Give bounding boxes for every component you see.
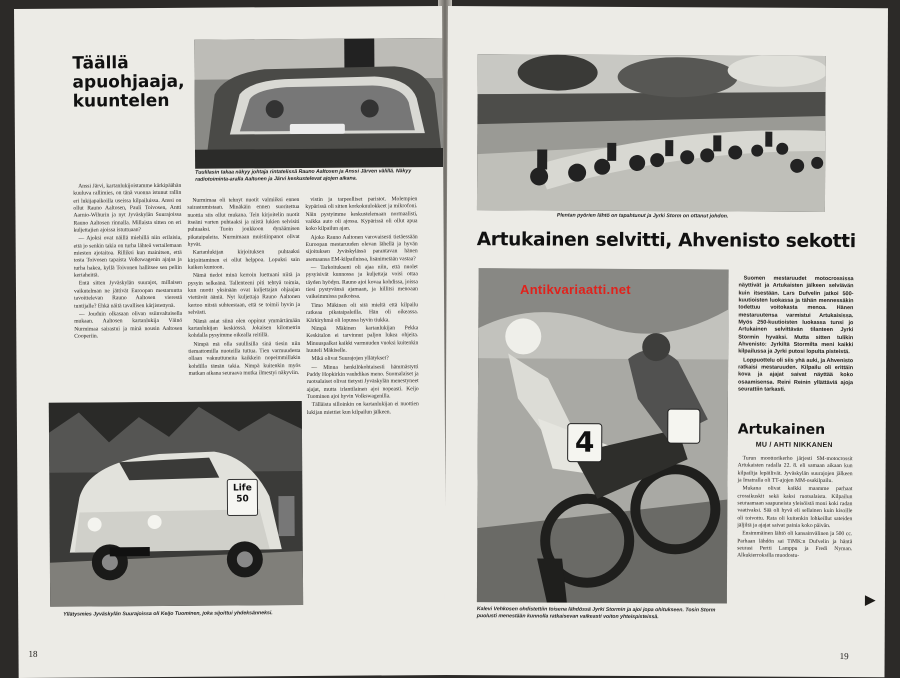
paragraph: Mukana olivat kaikki maamme parhaat crossikuskit sekä kaksi ruotsalaista. Kilpailun seuraamaan saapuneista yleisöistä moni koki radan vaativaksi. Sää oli hyvä eli sellainen kuin kisoille oli toivottu. Rata oli kuitenkin lohkeillut sateiden jäljiltä ja ajajat saivat painia koko päivän.: [737, 485, 853, 530]
continue-arrow-icon: ▶: [864, 591, 876, 608]
byline: MU / AHTI NIKKANEN: [755, 441, 833, 450]
right-page-number: 19: [839, 651, 849, 662]
paragraph: Mikä olivat Suurajojen yllätykset?: [311, 355, 389, 363]
paragraph: Nämä tiedot minä kerroin luettuani niitä ja pysyin selkeänä. Tallenteeni piti tehtyä toimia, kun nuotit yksinään ovat kuljettajan ohjaajan viettävät ääniä. Nyt kuljettaja Rauno Aaltonen kertoo niistä suhteestaan, että se toimii hyvin ja selvästi.: [187, 272, 301, 316]
paragraph: Nimpä Mäkinen kartanlukijan Pekka Keskitalon ei tarvinnut paljon lukea ohjeita. Minuuspalkat kaikki varmuuden vuoksi kuitenkin huuteli Mäkiselle.: [306, 325, 419, 354]
motocross-riders-photo: [477, 268, 729, 603]
number-plate: 4: [574, 425, 595, 459]
left-page-number: 18: [28, 648, 38, 659]
paragraph: — Jouduin olkasaan olivan ssiinvaltaisella mukaan. Aaltosen kartanlukija Väinö Nurmimaa sairastui ja minä nousin Aaltosen Cooperiin.: [74, 310, 183, 340]
left-headline: Täällä apuohjaaja, kuuntelen: [72, 53, 185, 112]
paragraph: vistin ja tarpeelliset paristot. Molempien kypärissä oli sitten korkokuulokkeet ja mikrofoni. Näin pystyimme keskustelemaan normaalisti, vaikka auto oli ajossa. Kypärissä oli ollut apua koko kilpailun ajan.: [305, 196, 418, 233]
left-text-column-1: [73, 183, 182, 396]
paragraph: Turun moottorikerho järjesti SM-motocrossit Artukaisten radalla 22. 8. eli samaan aikaan kun kilpailija lepäilivät. Jyväskylän suurajojen jälkeen ja Imatralla oli TT-ajojen MM-osakilpailu.: [737, 455, 853, 485]
left-page: [14, 6, 447, 678]
right-intro-column: [738, 276, 854, 431]
rally-car-photo-caption: Yllätysmies Jyväskylän Suurajoissa oli Keijo Tuominen, joka sijoittui yhdeksänneksi.: [63, 610, 273, 618]
right-text-column: [737, 456, 853, 645]
right-headline: Artukainen selvitti, Ahvenisto sekotti: [476, 229, 856, 253]
paragraph: Entä sitten Jyväskylän suurajot, millaisen vaikutelman ne jättivät Euroopan mestaruutta tavoittelevan Rauno Aaltosen vierestä tuntijalle? Ehkä näitä tavallisen kärjistettynä.: [73, 280, 183, 310]
paragraph: — Ajoksi ovat näillä miehillä niin erilaisia, että jo senkin takia on turha lähteä vertailemaan miesten ajotaitoa. Rilliksi kun mainitsen, että tosta Toivosen tapaista Volkswagenin ajajaa ja turha hakea, kyllä Toivonen hallitsee sen peliin kertaheittä.: [73, 235, 182, 279]
car-door-number: Life 50: [232, 483, 252, 505]
rally-car-photo: [49, 401, 303, 607]
paragraph: Nimpä mä olla suullisilla sinä tiesin niin tiemattomilla nuoteilla tuttua. Tien varmuudesta ollaan vakuuttuneita kaikkein nopeimmillakin kohdilla tämän takia. Nimpä kuitenkin myös matkan aikana seuraava mutka ilmestyi näkyviin.: [188, 340, 301, 377]
right-page: [444, 6, 887, 677]
watermark: Antikvariaatti.net: [520, 282, 631, 297]
left-text-column-3: [305, 196, 420, 621]
paragraph: Suomen mestaruudet motocrossissa näyttivät ja Artukaisten jälkeen selviävän kuin itsestään. Lars Dufvelin jatkoi 500-kuutioisten luokassa ja tähän mennessäkin todettuu voitokasta menoa. Hänen mestaruutensa varmistui Artukaisissa. Myös 250-kuutioisten luokassa tunsi jo Artukainen selvittävän tilanteen Jyrki Stormin hyväksi. Mutta sitten tulikin Ahvenisto: Jyrkiltä Stormilta meni kaikki kilpailussa ja Jyrki putosi lopulta pisteistä.: [738, 275, 854, 356]
left-text-column-2: [187, 197, 300, 393]
top-car-photo: [194, 38, 443, 169]
paragraph: Kartanlukijan kirjoituksen puhtaaksi kirjoittaminen ei ollut helppoa. Lopuksi sain kaiken kuntoon.: [187, 249, 300, 271]
paragraph: Ensimmäinen lähtö oli kansainvälinen ja 500 cc. Parhaan lähdön sai TiMK:n Dufvelin ja häntä seurasi Pertti Lamppu ja Fredi Nyman. Alkukierroksilla muodostu-: [737, 530, 853, 560]
paragraph: Loppuottelu oli siis yhä auki, ja Ahvenisto ratkaisi mestaruuden. Kilpailu oli erittäin kova ja ajajat saivat näyttää koko osaamisensa. Reini Reinin yllättäviä ajoja seurattiin tarkasti.: [737, 357, 854, 393]
paragraph: Timo Mäkinen oli sitä mieltä että kilpailu ratkeaa pikataipaleilla. Hän oli oikeassa. Kärkiryhmä oli lopussa hyvin tiukka.: [306, 301, 419, 324]
paragraph: Nurmimaa oli tehnyt nuotit valmiiksi ennen sairastumistaan. Minäkäin ennen suoritettua nuottia siis ollut mukana. Tein kirjoitelin nuotit itseäni varten puhtaaksi ja niistä lukien selvisiti puhtaaksi. Tuoin joukkoon dynäämisen pikataipaleita. Nurmimaan muistiinpanot olivat hyvät.: [187, 197, 300, 248]
paragraph: Anssi Järvi, kartanlukijoistamme kärkipäähän kuuluva rallimies, on tänä vuonna istunut rallin eri lukijapaikoilla useissa kilpailuissa. Anssi on ollut Rauno Aaltosen, Pauli Toivosen, Antti Aarnio-Wihurin ja nyt Jyväskylän Suurajoissa Rauno Aaltosen rinnalla. Millaista sitten on eri kuljettajien ajoissa istuttuaan?: [73, 182, 182, 234]
paragraph: — Minua henkilökohtaisesti hämmästytti Paddy Hopkirkin vauhdikas meno. Suomalaiset ja ruotsalaiset olivat tietysti Jyväskylän menestyneet ajajat, mutta irlantilainen ajoi nopeasti. Keijo Tuominen ajoi hyvin Volkswagenilla.: [306, 363, 419, 400]
paragraph: Nämä asiat siinä olen oppinut ymmärtämään kartanlukijan keskiössä. Jokaisen kilometrin kohdalla pysyimme oikealla reitillä.: [188, 317, 301, 339]
motocross-start-photo-caption: Plentan pyörien lähtö on tapahtunut ja Jyrki Storm on ottanut johdon.: [556, 212, 729, 220]
artukainen-subhead: Artukainen: [737, 421, 826, 438]
top-car-photo-caption: Tuulilasin takaa näkyy johtaja rintatelissä Rauno Aaltosen ja Anssi Järven välillä. Näkyy radiotoiminta-aralla Aaltonen ja Järvi keskustelevat ajojen aikana.: [195, 168, 412, 183]
paragraph: Ajoko Rauno Aaltonen varovaisesti tietäessään Euroopan mestaruuden olevan lähellä ja hyvän sijoituksen Jyväskylässä parantavan hänen asemaansa EM-kilpailuissa, lisänimetään vastaa?: [305, 233, 418, 263]
motocross-start-photo: [477, 54, 826, 212]
paragraph: — Tarkoitukseni oli ajaa niin, että nuolet pysyisivät kunnossa ja kuljettaja voisi ottaa täyden hyödyn. Rauno ajoi kovaa kohdissa, joissa tiesi pystyvänsä ajamaan, ja hillitsi menoaan vaikeimmissa paikoissa.: [305, 264, 418, 301]
motocross-riders-photo-caption: Kalevi Vehkosen ohdistettiin toisena lähdössä Jyrki Stormin ja ajoi jopa ohitukseen. Tosin Storm puolusti menestään kunnolla ratkaisevan vaikeasti voiton yhteispisteissä.: [476, 606, 716, 621]
paragraph: Tälläista silloinkin on kartanlukijan ei nuottien lukijan miettiet kun kilpailun jälkeen.: [306, 401, 419, 416]
